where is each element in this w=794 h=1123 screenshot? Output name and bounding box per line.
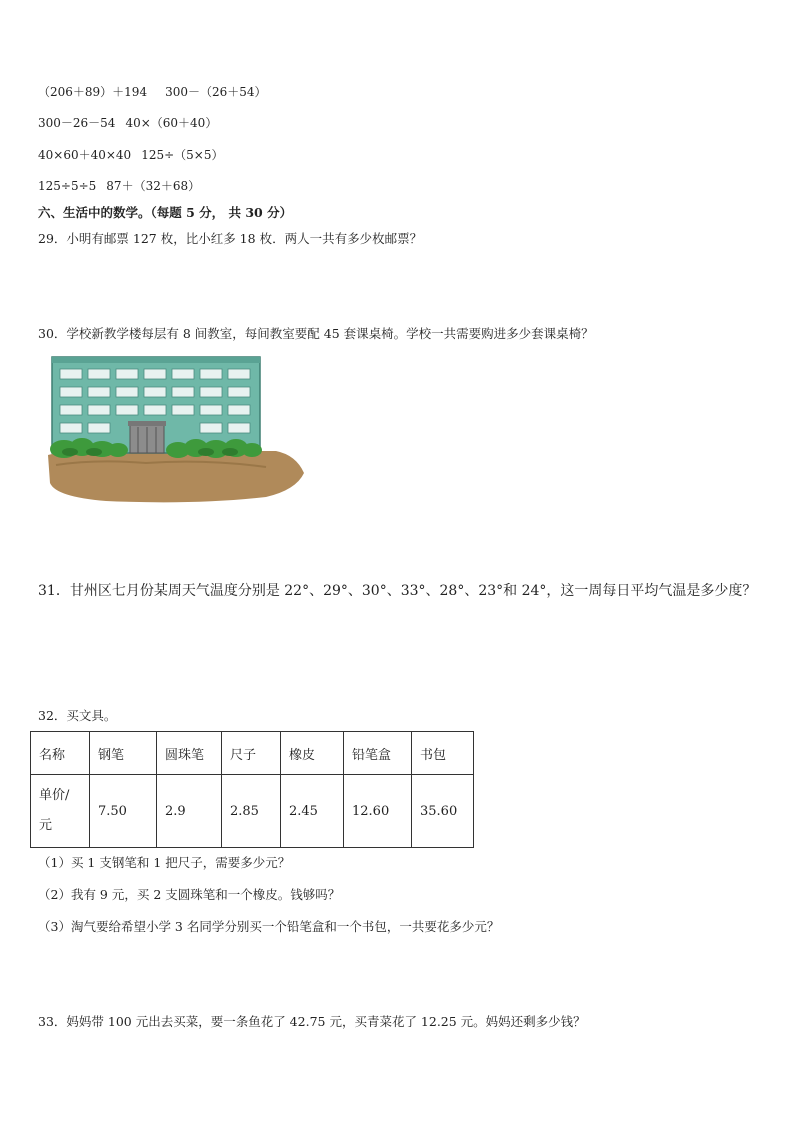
calc-expr: 87＋（32＋68） <box>106 179 201 193</box>
calc-expr: 125÷5÷5 <box>38 179 97 193</box>
table-cell: 2.45 <box>281 775 344 848</box>
question-32-title: 32．买文具。 <box>38 708 117 723</box>
question-31: 31．甘州区七月份某周天气温度分别是 22°、29°、30°、33°、28°、23°和 24°，这一周每日平均气温是多少度？ <box>38 583 757 599</box>
question-29: 29．小明有邮票 127 枚，比小红多 18 枚．两人一共有多少枚邮票？ <box>38 231 423 246</box>
question-33: 33．妈妈带 100 元出去买菜，要一条鱼花了 42.75 元，买青菜花了 12.25 元。妈妈还剩多少钱？ <box>38 1014 586 1029</box>
table-cell: 2.85 <box>222 775 281 848</box>
section-heading: 六、生活中的数学。（每题 5 分， 共 30 分） <box>38 205 293 220</box>
price-table <box>30 731 474 848</box>
table-row <box>31 775 474 848</box>
table-cell: 12.60 <box>344 775 412 848</box>
calc-line-3 <box>38 146 224 163</box>
table-header-row <box>31 732 474 775</box>
question-32-sub-2: （2）我有 9 元，买 2 支圆珠笔和一个橡皮。钱够吗？ <box>38 887 341 902</box>
calc-expr: 300－（26＋54） <box>165 85 267 99</box>
table-row-label: 单价/元 <box>31 775 90 848</box>
calc-line-2 <box>38 114 217 131</box>
table-header-cell: 书包 <box>412 732 474 775</box>
table-cell: 2.9 <box>157 775 222 848</box>
table-cell: 35.60 <box>412 775 474 848</box>
table-header-cell: 钢笔 <box>90 732 157 775</box>
table-cell: 7.50 <box>90 775 157 848</box>
question-32-sub-1: （1）买 1 支钢笔和 1 把尺子，需要多少元？ <box>38 855 291 870</box>
table-header-cell: 圆珠笔 <box>157 732 222 775</box>
calc-expr: 300－26－54 <box>38 116 116 130</box>
calc-expr: （206＋89）＋194 <box>38 85 148 99</box>
table-header-cell: 橡皮 <box>281 732 344 775</box>
calc-expr: 125÷（5×5） <box>141 148 224 162</box>
table-header-cell: 铅笔盒 <box>344 732 412 775</box>
question-30: 30．学校新教学楼每层有 8 间教室，每间教室要配 45 套课桌椅。学校一共需要购进多少套课桌椅？ <box>38 326 594 341</box>
table-header-cell: 尺子 <box>222 732 281 775</box>
calc-line-1 <box>38 83 267 100</box>
calc-line-4 <box>38 177 200 194</box>
calc-expr: 40×（60＋40） <box>125 116 218 130</box>
table-header-cell: 名称 <box>31 732 90 775</box>
question-32-sub-3: （3）淘气要给希望小学 3 名同学分别买一个铅笔盒和一个书包，一共要花多少元？ <box>38 919 500 934</box>
school-building-image <box>46 355 306 505</box>
calc-expr: 40×60＋40×40 <box>38 148 132 162</box>
